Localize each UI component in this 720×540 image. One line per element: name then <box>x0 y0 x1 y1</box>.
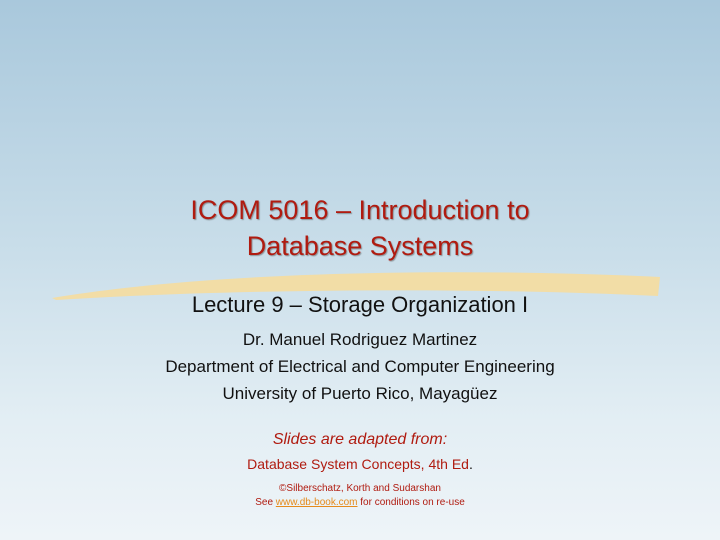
author-university: University of Puerto Rico, Mayagüez <box>222 384 498 403</box>
title-line-1: ICOM 5016 – Introduction to <box>190 195 530 225</box>
slide-title <box>0 192 720 264</box>
credits-book <box>0 456 720 472</box>
credits-heading: Slides are adapted from: <box>272 431 448 448</box>
title-line-2: Database Systems <box>246 231 474 261</box>
author-name: Dr. Manuel Rodriguez Martinez <box>242 330 478 349</box>
copyright-block <box>0 482 720 510</box>
reuse-prefix: See <box>255 497 276 508</box>
db-book-link[interactable]: www.db-book.com <box>275 497 358 508</box>
author-department: Department of Electrical and Computer Engineering <box>165 357 555 376</box>
copyright-text: ©Silberschatz, Korth and Sudarshan <box>279 483 441 494</box>
reuse-note <box>0 496 720 510</box>
book-period: . <box>468 456 473 472</box>
book-title: Database System Concepts, 4th Ed <box>247 456 469 472</box>
author-block <box>0 326 720 407</box>
lecture-subtitle: Lecture 9 – Storage Organization I <box>191 292 529 317</box>
reuse-suffix: for conditions on re-use <box>357 497 465 508</box>
